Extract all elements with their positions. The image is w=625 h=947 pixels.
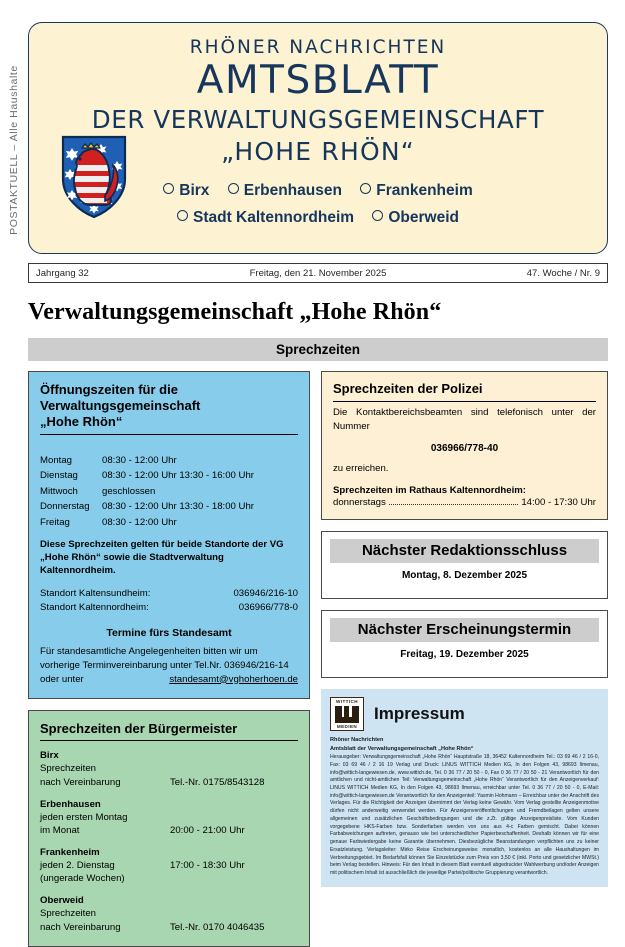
mayor-when-line-2: (ungerade Wochen): [40, 873, 125, 885]
masthead-line-4: „HOHE RHÖN“: [221, 137, 415, 167]
masthead-line-2: AMTSBLATT: [196, 58, 440, 103]
notice-date: Montag, 8. Dezember 2025: [401, 570, 528, 582]
mayor-when-line-2: im Monat: [40, 825, 80, 837]
circle-bullet-icon: [228, 183, 239, 194]
masthead-line-3: DER VERWALTUNGSGEMEINSCHAFT: [91, 105, 545, 135]
opening-hours-title-line-2: Verwaltungsgemeinschaft: [40, 397, 201, 413]
hours-time: 08:30 - 12:00 Uhr: [102, 516, 177, 528]
location-name: Standort Kaltennordheim:: [40, 602, 149, 614]
postal-delivery-label: POSTAKTUELL – Alle Haushalte: [8, 65, 20, 235]
opening-hours-box: [28, 371, 310, 699]
mayor-when-line-2: nach Vereinbarung: [40, 921, 121, 933]
opening-hours-title-line-1: Öffnungszeiten für die: [40, 382, 178, 397]
right-column: [321, 371, 608, 947]
mayors-office-hours-box: [28, 710, 310, 947]
page-content: [28, 0, 608, 947]
mayor-contact-value: Tel.-Nr. 0170 4046435: [170, 921, 265, 933]
next-editorial-deadline-box: [321, 531, 608, 599]
content-columns: [28, 371, 608, 947]
police-rathaus-time: 14:00 - 17:30 Uhr: [521, 497, 596, 509]
location-name: Standort Kaltensundheim:: [40, 588, 151, 600]
list-item: [40, 799, 298, 838]
police-rathaus-title: Sprechzeiten im Rathaus Kaltennordheim:: [333, 485, 526, 497]
issue-volume: Jahrgang 32: [36, 267, 89, 279]
list-item: [40, 847, 298, 886]
table-row: [40, 468, 298, 484]
impressum-body: [330, 736, 599, 878]
mayor-when-line-1: Sprechzeiten: [40, 908, 96, 920]
town-item-oberweid: [372, 209, 459, 226]
hours-day: Mittwoch: [40, 485, 78, 497]
masthead-line-1: RHÖNER NACHRICHTEN: [189, 37, 447, 58]
hours-day: Dienstag: [40, 470, 78, 482]
police-intro-text: Die Kontaktbereichsbeamten sind telefonisch unter der Nummer: [333, 406, 596, 433]
mayor-when-line-1: jeden 2. Dienstag: [40, 859, 115, 871]
police-outro-text: zu erreichen.: [333, 462, 389, 474]
town-label: Erbenhausen: [243, 182, 342, 200]
impressum-title: Impressum: [374, 704, 465, 724]
page-title: Verwaltungsgemeinschaft „Hohe Rhön“: [28, 299, 442, 325]
standesamt-text-line-3: oder unter: [40, 673, 84, 685]
town-label: Birx: [179, 182, 210, 200]
notice-title: Nächster Redaktionsschluss: [330, 539, 599, 563]
standesamt-text-line-1: Für standesamtliche Angelegenheiten bitten wir um: [40, 645, 258, 657]
circle-bullet-icon: [360, 183, 371, 194]
notice-title: Nächster Erscheinungstermin: [330, 618, 599, 642]
police-phone-number: 036966/778-40: [430, 442, 499, 454]
town-label: Stadt Kaltennordheim: [193, 209, 355, 227]
hours-time: 08:30 - 12:00 Uhr 13:30 - 16:00 Uhr: [102, 470, 254, 482]
impressum-legal-text: Herausgeber: Verwaltungsgemeinschaft „Hohe Rhön“ Hauptstraße 18, 36452 Kaltennordheim Tel.: 03 69 46 / 2 16-0, Fax: 03 69 46 / 2 16 19 Verlag und Druck: LINUS WITTICH Medien KG, In den Folgen 43, 98693 Ilmenau, info@wittich-langewiesen.de, www.wittich.de, Tel. 0 36 77 / 20 50 - 0, Fax 0 36 77 / 20 50 - 21 Verantwortlich für den amtlichen und nicht-amtlichen Teil: Verwaltungsgemeinschaft „Hohe Rhön“ Verantwortlich für den Anzeigenverkauf: LINUS WITTICH Medien KG, In den Folgen 43, 98693 Ilmenau, erreichbar unter Tel. 0 36 77 / 20 50 - 0, E-Mail: info@wittich-langewiesen.de Verantwortlich für den Anzeigenteil: Yasmin Hohmann – Erreichbar unter der Anschrift des Verlages. Für die Richtigkeit der Anzeigen übernimmt der Verlag keine Gewähr. Vom Verlag gestellte Anzeigenmotive dürfen nicht anderweitig verwendet werden. Für Anzeigenveröffentlichungen und Fremdbeilagen gelten unsere allgemeinen und zusätzlichen Geschäftsbedingungen und die z.Zt. gültige Anzeigenpreisliste. Vom Kunden vorgegebene HKS-Farben bzw. Sonderfarben werden von uns aus 4-c Farben gemischt. Dabei können Farbabweichungen auftreten, genauso wie bei unterschiedlicher Papierbeschaffenheit. Deshalb können wir für eine genaue Farbwiedergabe keine Garantie übernehmen. Diesbezügliche Beanstandungen verpflichten uns zu keiner Ersatzleistung. Verlagsleiter: Mirko Reise Erscheinungsweise: monatlich, kostenlos an alle Haushaltungen im Verbreitungsgebiet. Im Bedarfsfall können Sie Einzelstücke zum Preis von 3,50 € (inkl. Porto und gesetzlicher MWSt.) beim Verlag bestellen. Hinweis: Für den Inhalt in diesem Blatt eventuell abgedruckter Wahlwerbung und/oder Anzeigen mit politischem Inhalt ist ausschließlich die jeweilige Partei/politische Gruppierung verantwortlich.: [330, 754, 599, 877]
mayor-contact-value: 20:00 - 21:00 Uhr: [170, 825, 245, 837]
police-office-hours-box: [321, 371, 608, 520]
mayor-when-line-2: nach Vereinbarung: [40, 777, 121, 789]
mayor-contact-value: 17:00 - 18:30 Uhr: [170, 859, 245, 871]
dot-leader: [389, 504, 519, 505]
table-row: [40, 453, 298, 469]
hours-time: 08:30 - 12:00 Uhr 13:30 - 18:00 Uhr: [102, 501, 254, 513]
standesamt-text-line-2: vorherige Terminvereinbarung unter Tel.Nr. 036946/216-14: [40, 659, 289, 671]
impressum-publication-name: Rhöner Nachrichten: [330, 737, 384, 744]
opening-hours-note: Diese Sprechzeiten gelten für beide Standorte der VG „Hohe Rhön“ sowie die Stadtverwaltung Kaltennordheim.: [40, 539, 284, 577]
circle-bullet-icon: [372, 210, 383, 221]
town-item-frankenheim: [360, 182, 472, 199]
circle-bullet-icon: [163, 183, 174, 194]
location-phone-list: [40, 587, 298, 616]
impressum-header: [330, 697, 599, 731]
issue-info-bar: [28, 263, 608, 283]
postal-delivery-strip: [0, 0, 28, 300]
standesamt-text: [40, 645, 298, 687]
table-row: [40, 515, 298, 531]
mayor-town-name: Oberweid: [40, 895, 84, 907]
location-phone: 036966/778-0: [238, 602, 298, 614]
opening-hours-table: [40, 453, 298, 531]
impressum-box: [321, 689, 608, 887]
next-publication-date-box: [321, 610, 608, 678]
police-box-title: Sprechzeiten der Polizei: [333, 381, 483, 396]
hours-time: geschlossen: [102, 485, 156, 497]
wittich-medien-logo-icon: [330, 697, 364, 731]
mayor-when-line-1: Sprechzeiten: [40, 763, 96, 775]
location-phone: 036946/216-10: [233, 588, 298, 600]
standesamt-email-link[interactable]: standesamt@vghoherhoen.de: [169, 673, 298, 685]
list-item: [40, 587, 298, 601]
impressum-publication-subtitle: Amtsblatt der Verwaltungsgemeinschaft „Hohe Rhön“: [330, 745, 474, 752]
town-item-birx: [163, 182, 209, 199]
hours-time: 08:30 - 12:00 Uhr: [102, 454, 177, 466]
issue-date: Freitag, den 21. November 2025: [249, 267, 387, 279]
police-rathaus-hours-row: [333, 497, 596, 508]
circle-bullet-icon: [177, 210, 188, 221]
opening-hours-title-line-3: „Hohe Rhön“: [40, 413, 123, 429]
hours-day: Freitag: [40, 516, 70, 528]
list-item: [40, 750, 298, 789]
mayor-town-name: Erbenhausen: [40, 798, 101, 810]
table-row: [40, 499, 298, 515]
town-item-erbenhausen: [228, 182, 342, 199]
mayor-town-name: Birx: [40, 750, 59, 762]
issue-week-number: 47. Woche / Nr. 9: [526, 267, 600, 279]
table-row: [40, 484, 298, 500]
divider: [40, 434, 298, 435]
list-item: [40, 601, 298, 615]
logo-top-label: WITTICH: [336, 699, 358, 705]
police-rathaus-day: donnerstags: [333, 497, 386, 509]
divider: [333, 401, 596, 402]
hours-day: Montag: [40, 454, 72, 466]
hours-day: Donnerstag: [40, 501, 90, 513]
mayors-box-title: Sprechzeiten der Bürgermeister: [40, 720, 238, 736]
notice-date: Freitag, 19. Dezember 2025: [400, 649, 529, 661]
standesamt-email-row: [40, 673, 298, 687]
town-label: Frankenheim: [376, 182, 473, 200]
logo-bottom-label: MEDIEN: [336, 724, 358, 730]
section-header-sprechzeiten: Sprechzeiten: [28, 338, 608, 361]
logo-mark: [335, 706, 359, 723]
divider: [40, 740, 298, 741]
mayor-town-name: Frankenheim: [40, 846, 100, 858]
list-item: [40, 895, 298, 934]
opening-hours-title: [40, 382, 298, 430]
town-label: Oberweid: [388, 209, 459, 227]
mayor-when-line-1: jeden ersten Montag: [40, 811, 128, 823]
left-column: [28, 371, 310, 947]
town-item-stadt-kaltennordheim: [177, 209, 354, 226]
standesamt-subtitle: Termine fürs Standesamt: [106, 626, 232, 639]
masthead: [28, 22, 608, 254]
mayor-contact-value: Tel.-Nr. 0175/8543128: [170, 777, 265, 789]
thuringia-coat-of-arms-icon: [61, 135, 127, 219]
